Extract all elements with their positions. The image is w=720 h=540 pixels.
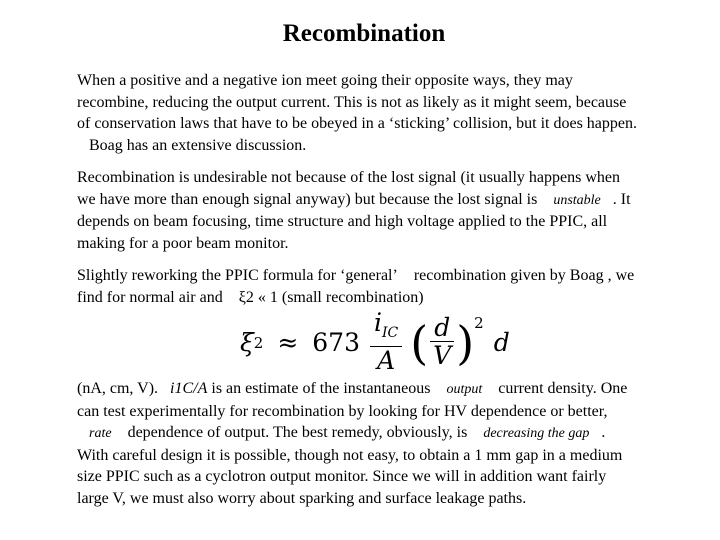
decreasing-gap-emphasis: decreasing the gap [483, 426, 590, 442]
paragraph-intro [77, 70, 637, 156]
formula-ratio-denominator: V [433, 341, 452, 370]
recombination-formula [240, 310, 510, 375]
formula-right-paren: ) [456, 315, 475, 370]
current-density-symbol: i1C/A [170, 380, 208, 397]
output-emphasis: output [446, 382, 483, 397]
units-text-b: is an estimate of the instantaneous [211, 380, 431, 397]
paragraph-units [77, 378, 637, 510]
rate-emphasis: rate [89, 426, 112, 442]
units-text-c: current density. One can test experimentally for recombination by looking for HV dependence or better, [77, 380, 628, 420]
unstable-emphasis: unstable [553, 192, 601, 208]
formula-intro-c: ξ2 « 1 (small recombination) [238, 288, 424, 306]
boag-reference: Boag has an extensive discussion. [89, 136, 307, 154]
undesirable-text-a: Recombination is undesirable not because of the lost signal (it usually happens when we have more than enough signal anyway) but because the lost signal is [77, 169, 620, 208]
formula-lhs: ξ [240, 328, 254, 357]
formula-tail: d [493, 328, 510, 357]
units-text-d: dependence of output. The best remedy, obviously, is [127, 424, 468, 442]
formula-approx: ≈ [277, 328, 299, 357]
paragraph-undesirable [77, 167, 637, 254]
formula-coefficient: 673 [312, 328, 360, 357]
undesirable-text-b: . It depends on beam focusing, time structure and high voltage applied to the PPIC, all making for a poor beam monitor. [77, 190, 631, 252]
formula-current-fraction [370, 310, 402, 375]
formula-ratio-fraction [430, 315, 454, 370]
units-text: (nA, cm, V). [77, 380, 159, 397]
units-text-e: . With careful design it is possible, though not easy, to obtain a 1 mm gap in a medium size PPIC such as a cyclotron output monitor. Since we will in addition want fairly large V, we must also worry about sparking and surface leakage paths. [77, 424, 623, 507]
formula-left-paren: ( [410, 315, 429, 370]
formula-intro-a: Slightly reworking the PPIC formula for ‘general’ [77, 267, 398, 284]
formula-lhs-exponent: 2 [253, 333, 264, 352]
paragraph-formula-intro [77, 265, 637, 308]
formula-area-denominator: A [377, 346, 396, 375]
formula-intro-b: recombination given by Boag , we find for normal air and [77, 267, 635, 306]
intro-text: When a positive and a negative ion meet going their opposite ways, they may recombine, reducing the output current. This is not as likely as it might seem, because of conservation laws that have to be obeyed in a ‘sticking’ collision, but it does happen. [77, 72, 638, 133]
formula-ratio-exponent: 2 [474, 314, 484, 332]
formula-current-numerator: $i_{IC}$ [370, 310, 402, 347]
formula-ratio-numerator: d [430, 315, 454, 342]
page-title: Recombination [282, 20, 446, 47]
